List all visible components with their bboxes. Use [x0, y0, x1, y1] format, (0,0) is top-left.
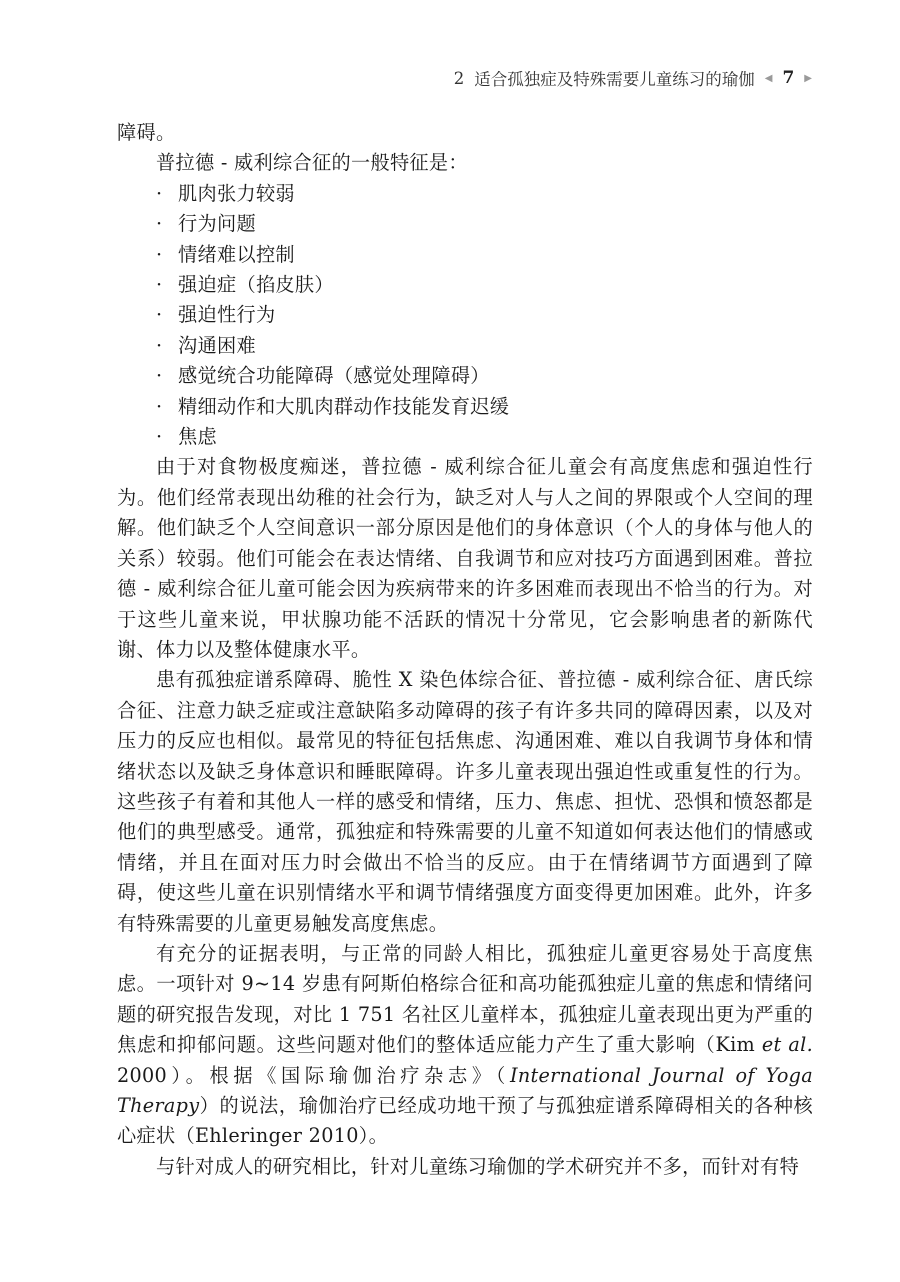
feature-list [117, 179, 813, 453]
triangle-left-icon: ◀ [764, 72, 773, 84]
list-item: · 感觉统合功能障碍（感觉处理障碍） [117, 361, 813, 391]
bullet-icon: · [156, 364, 163, 388]
triangle-right-icon: ▶ [804, 72, 812, 84]
list-item: · 精细动作和大肌肉群动作技能发育迟缓 [117, 392, 813, 422]
list-item: · 强迫性行为 [117, 300, 813, 330]
list-item: · 情绪难以控制 [117, 240, 813, 270]
chapter-title: 适合孤独症及特殊需要儿童练习的瑜伽 [474, 70, 755, 89]
bullet-icon: · [156, 181, 163, 205]
bullet-icon: · [156, 333, 163, 357]
list-item: · 行为问题 [117, 209, 813, 239]
list-item: · 肌肉张力较弱 [117, 179, 813, 209]
paragraph: 与针对成人的研究相比，针对儿童练习瑜伽的学术研究并不多，而针对有特 [156, 1154, 800, 1178]
paragraph: 患有孤独症谱系障碍、脆性 X 染色体综合征、普拉德 - 威利综合征、唐氏综合征、注意力缺乏症或注意缺陷多动障碍的孩子有许多共同的障碍因素，以及对压力的反应也相似。最常见的特征包括焦虑、沟通困难、难以自我调节身体和情绪状态以及缺乏身体意识和睡眠障碍。许多儿童表现出强迫性或重复性的行为。这些孩子有着和其他人一样的感受和情绪，压力、焦虑、担忧、恐惧和愤怒都是他们的典型感受。通常，孤独症和特殊需要的儿童不知道如何表达他们的情感或情绪，并且在面对压力时会做出不恰当的反应。由于在情绪调节方面遇到了障碍，使这些儿童在识别情绪水平和调节情绪强度方面变得更加困难。此外，许多有特殊需要的儿童更易触发高度焦虑。 [117, 668, 813, 935]
paragraph-continuation: 障碍。 [117, 121, 176, 144]
bullet-icon: · [156, 303, 163, 327]
paragraph-intro: 普拉德 - 威利综合征的一般特征是： [156, 151, 468, 175]
page-number: 7 [782, 68, 795, 88]
running-header [454, 66, 812, 90]
list-item: · 焦虑 [117, 422, 813, 452]
list-item: · 沟通困难 [117, 331, 813, 361]
paragraph: 由于对食物极度痴迷，普拉德 - 威利综合征儿童会有高度焦虑和强迫性行为。他们经常表现出幼稚的社会行为，缺乏对人与人之间的界限或个人空间的理解。他们缺乏个人空间意识一部分原因是他们的身体意识（个人的身体与他人的关系）较弱。他们可能会在表达情绪、自我调节和应对技巧方面遇到困难。普拉德 - 威利综合征儿童可能会因为疾病带来的许多困难而表现出不恰当的行为。对于这些儿童来说，甲状腺功能不活跃的情况十分常见，它会影响患者的新陈代谢、体力以及整体健康水平。 [117, 455, 813, 661]
chapter-number: 2 [453, 68, 465, 88]
bullet-icon: · [156, 394, 163, 418]
bullet-icon: · [156, 273, 163, 297]
bullet-icon: · [156, 425, 163, 449]
list-item: · 强迫症（掐皮肤） [117, 270, 813, 300]
journal-title: International Journal of Yoga Therapy [117, 1063, 813, 1117]
bullet-icon: · [156, 212, 163, 236]
paragraph-research: 有充分的证据表明，与正常的同龄人相比，孤独症儿童更容易处于高度焦虑。一项针对 9~14 岁患有阿斯伯格综合征和高功能孤独症儿童的焦虑和情绪问题的研究报告发现，对比 1 751 名社区儿童样本，孤独症儿童表现出更为严重的焦虑和抑郁问题。这些问题对他们的整体适应能力产生了重大影响（Kim et al. 2000）。根据《国际瑜伽治疗杂志》（International Journal of Yoga Therapy）的说法，瑜伽治疗已经成功地干预了与孤独症谱系障碍相关的各种核心症状（Ehleringer 2010）。 [117, 941, 814, 1148]
bullet-icon: · [156, 242, 163, 266]
citation-etal: et al. [761, 1033, 814, 1057]
body-text [117, 118, 813, 1182]
